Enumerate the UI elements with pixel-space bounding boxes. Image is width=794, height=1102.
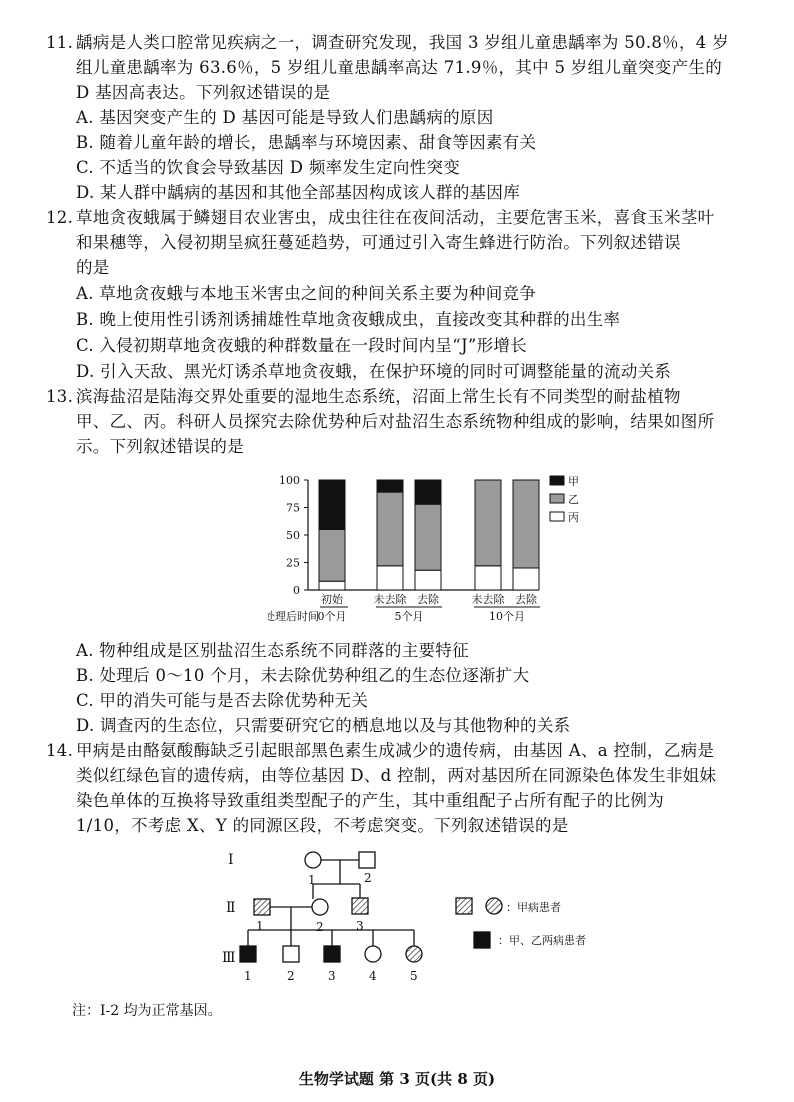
q13-line-2: 甲、乙、丙。科研人员探究去除优势种后对盐沼生态系统物种组成的影响，结果如图所 — [76, 412, 715, 431]
q12-line-1: 12. 草地贪夜蛾属于鳞翅目农业害虫，成虫往往在夜间活动，主要危害玉米，喜食玉米茎叶 — [46, 208, 715, 227]
category-label: 去除 — [417, 593, 439, 606]
bar-segment-丙 — [475, 566, 501, 590]
q12-number: 12. — [46, 208, 74, 227]
bar-segment-乙 — [377, 492, 403, 566]
svg-text:2: 2 — [364, 871, 372, 885]
category-label: 去除 — [515, 593, 537, 606]
II-3-male-jia — [352, 898, 368, 914]
bar-segment-甲 — [415, 480, 441, 504]
legend-jia-square — [456, 898, 472, 914]
legend-both-label: ：甲、乙两病患者 — [498, 934, 586, 947]
gen-label-I: Ⅰ — [228, 852, 234, 868]
q13-line-3: 示。下列叙述错误的是 — [76, 437, 244, 456]
q13-option-d: D. 调查丙的生态位，只需要研究它的栖息地以及与其他物种的关系 — [76, 716, 571, 735]
svg-text:3: 3 — [328, 969, 336, 983]
legend-jia-circle — [486, 898, 502, 914]
y-tick-label: 100 — [279, 474, 300, 487]
bar-segment-丙 — [319, 581, 345, 590]
svg-text:3: 3 — [356, 919, 364, 933]
bar-segment-甲 — [377, 480, 403, 492]
q14-line-1: 14. 甲病是由酪氨酸酶缺乏引起眼部黑色素生成减少的遗传病，由基因 A、a 控制，乙病是 — [46, 741, 715, 760]
q11-line-3: D 基因高表达。下列叙述错误的是 — [76, 83, 331, 102]
bar-segment-丙 — [513, 568, 539, 590]
q12-line-3: 的是 — [76, 258, 110, 277]
q13-option-c: C. 甲的消失可能与是否去除优势种无关 — [76, 691, 369, 710]
page-footer: 生物学试题 第 3 页(共 8 页) — [298, 1070, 496, 1088]
svg-text:2: 2 — [316, 920, 324, 934]
bar-segment-乙 — [415, 504, 441, 570]
q11-option-b: B. 随着儿童年龄的增长，患龋率与环境因素、甜食等因素有关 — [76, 133, 537, 152]
group-label: 0个月 — [317, 610, 347, 623]
q14-line-4: 1/10，不考虑 X、Y 的同源区段，不考虑突变。下列叙述错误的是 — [76, 816, 569, 835]
svg-text:1: 1 — [244, 969, 252, 983]
svg-text:1: 1 — [256, 919, 264, 933]
q12-option-d: D. 引入天敌、黑光灯诱杀草地贪夜蛾，在保护环境的同时可调整能量的流动关系 — [76, 362, 672, 381]
q14-number: 14. — [46, 741, 74, 760]
II-1-male-jia — [254, 899, 270, 915]
category-label: 初始 — [321, 593, 343, 606]
gen-label-III: Ⅲ — [222, 950, 236, 966]
bar-segment-丙 — [377, 566, 403, 590]
y-tick-label: 25 — [286, 556, 300, 570]
III-3-male-both — [324, 946, 340, 962]
q14-line-2: 类似红绿色盲的遗传病，由等位基因 D、d 控制，两对基因所在同源染色体发生非姐妹 — [76, 766, 717, 785]
q13-line-1: 13. 滨海盐沼是陆海交界处重要的湿地生态系统，沼面上常生长有不同类型的耐盐植物 — [46, 387, 681, 406]
legend-both-square — [474, 932, 490, 948]
q12-line-2: 和果穗等，入侵初期呈疯狂蔓延趋势，可通过引入寄生蜂进行防治。下列叙述错误 — [76, 233, 681, 252]
x-axis-label: 处理后时间 — [268, 610, 319, 623]
bar-segment-甲 — [319, 480, 345, 530]
III-5-female-jia — [406, 946, 422, 962]
legend-label: 丙 — [568, 511, 579, 524]
q13-option-b: B. 处理后 0～10 个月，未去除优势种组乙的生态位逐渐扩大 — [76, 666, 530, 685]
y-tick-label: 0 — [293, 584, 300, 597]
q13-number: 13. — [46, 387, 74, 406]
q11-option-a: A. 基因突变产生的 D 基因可能是导致人们患龋病的原因 — [76, 108, 494, 127]
legend-swatch — [550, 512, 564, 521]
q11-line-2: 组儿童患龋率为 63.6％，5 岁组儿童患龋率高达 71.9％，其中 5 岁组儿童突变产生的 — [76, 58, 722, 77]
svg-text:5: 5 — [410, 969, 418, 983]
svg-text:4: 4 — [369, 969, 377, 983]
q11-line-1: 11. 龋病是人类口腔常见疾病之一，调查研究发现，我国 3 岁组儿童患龋率为 50.8％，4 岁 — [46, 33, 729, 52]
chart-svg — [268, 460, 608, 638]
gen-label-II: Ⅱ — [226, 900, 236, 916]
legend-swatch — [550, 494, 564, 503]
category-label: 未去除 — [471, 593, 505, 606]
legend-label: 乙 — [568, 493, 579, 506]
q14-note: 注：Ⅰ-2 均为正常基因。 — [72, 1003, 222, 1019]
q14-line-3: 染色单体的互换将导致重组类型配子的产生，其中重组配子占所有配子的比例为 — [76, 791, 664, 810]
I-1-female-normal — [305, 852, 321, 868]
bar-segment-乙 — [319, 530, 345, 582]
q12-option-a: A. 草地贪夜蛾与本地玉米害虫之间的种间关系主要为种间竞争 — [76, 284, 537, 303]
bar-segment-乙 — [513, 480, 539, 568]
group-label: 5个月 — [394, 610, 424, 623]
bar-segment-丙 — [415, 570, 441, 590]
svg-text:1: 1 — [308, 873, 316, 887]
svg-text:2: 2 — [287, 969, 295, 983]
q11-option-c: C. 不适当的饮食会导致基因 D 频率发生定向性突变 — [76, 158, 461, 177]
bar-segment-乙 — [475, 480, 501, 566]
legend-swatch — [550, 476, 564, 485]
group-label: 10个月 — [489, 610, 525, 623]
legend-label: 甲 — [568, 475, 579, 488]
III-1-male-both — [240, 946, 256, 962]
q11-number: 11. — [46, 33, 74, 52]
y-tick-label: 50 — [286, 529, 300, 542]
I-2-male-normal — [359, 852, 375, 868]
q11-option-d: D. 某人群中龋病的基因和其他全部基因构成该人群的基因库 — [76, 183, 521, 202]
q12-option-b: B. 晚上使用性引诱剂诱捕雄性草地贪夜蛾成虫，直接改变其种群的出生率 — [76, 310, 621, 329]
II-2-female-normal — [312, 899, 328, 915]
q12-option-c: C. 入侵初期草地贪夜蛾的种群数量在一段时间内呈“J”形增长 — [76, 336, 528, 355]
III-2-male-normal — [283, 946, 299, 962]
pedigree-diagram — [0, 838, 794, 998]
species-composition-chart — [268, 460, 608, 638]
y-tick-label: 75 — [286, 501, 300, 515]
legend-jia-label: ：甲病患者 — [506, 901, 561, 914]
III-4-female-normal — [365, 946, 381, 962]
category-label: 未去除 — [373, 593, 407, 606]
q13-option-a: A. 物种组成是区别盐沼生态系统不同群落的主要特征 — [76, 641, 469, 660]
